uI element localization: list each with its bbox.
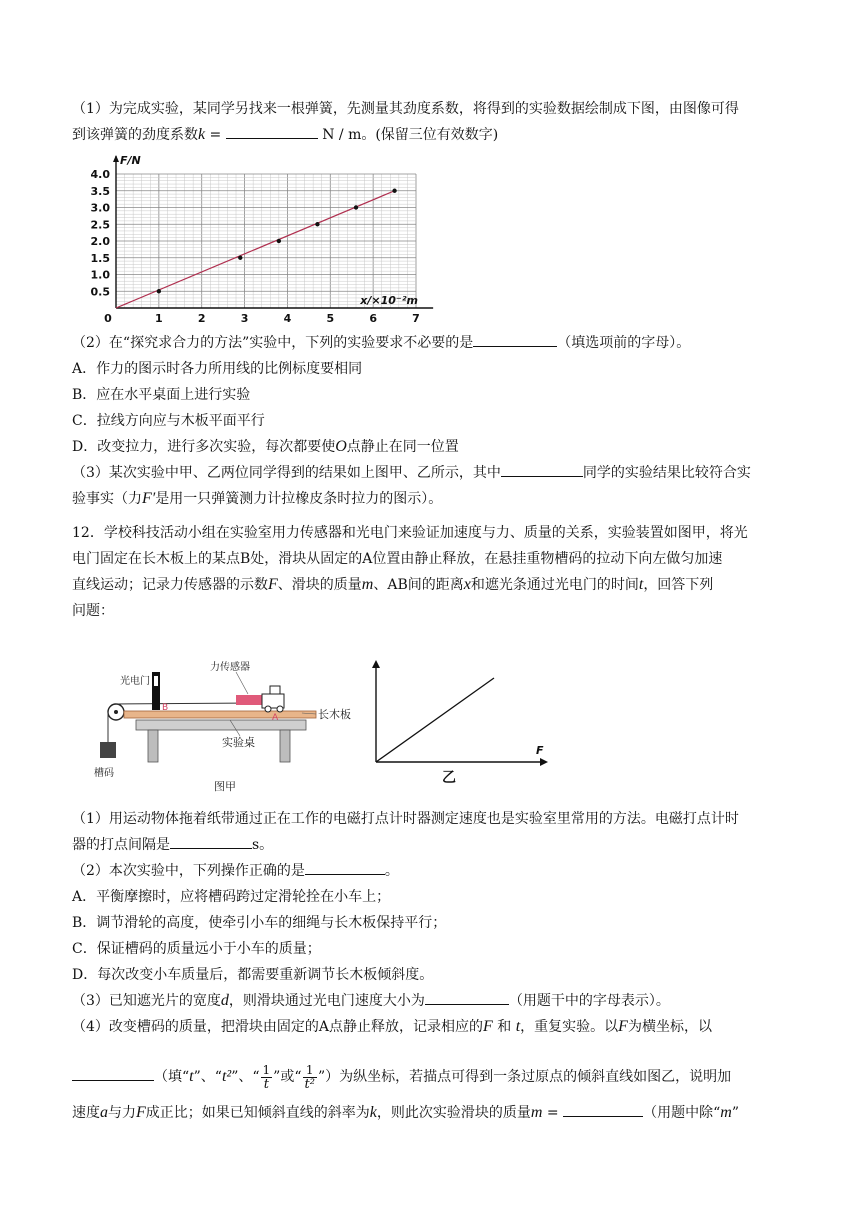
x-tick-label: 0 <box>104 312 112 325</box>
fraction-one-over-t: $\frac{1}{t}$ <box>262 1062 271 1092</box>
q11-part1 <box>72 96 794 148</box>
q12-parts: （1）用运动物体拖着纸带通过正在工作的电磁打点计时器测定速度也是实验室里常用的方法。电磁打点计时 器的打点间隔是 s。 （2）本次实验中，下列操作正确的是 。 A．平衡摩擦时，应将槽码跨过定滑轮拴在小车上； B．调节滑轮的高度，使牵引小车的细绳与长木板保持平行； C．保证槽码的质量远小于小车的质量； D．每次改变小车质量后，都需要重新调节长木板倾斜度。 （3）已知遮光片的宽度d，则滑块通过光电门速度大小为 （用题干中的字母表示）。 （4）改变槽码的质量，把滑块由固定的A点静止释放，记录相应的F 和 t，重复实验。以F为横坐标，以 <box>72 806 794 1040</box>
q11-p1-line1: （1）为完成实验，某同学另找来一根弹簧，先测量其劲度系数，将得到的实验数据绘制成下图，由图像可得 <box>72 101 739 117</box>
label-point-b: B <box>162 703 169 713</box>
q12-option-d: D．每次改变小车质量后，都需要重新调节长木板倾斜度。 <box>72 967 434 983</box>
label-photogate: 光电门 <box>120 676 150 687</box>
q12-option-a: A．平衡摩擦时，应将槽码跨过定滑轮拴在小车上； <box>72 889 391 905</box>
x-tick-label: 6 <box>369 312 377 325</box>
q12-option-b: B．调节滑轮的高度，使牵引小车的细绳与长木板保持平行； <box>72 915 447 931</box>
y-tick-label: 1.0 <box>90 268 110 282</box>
x-tick-label: 3 <box>240 312 249 325</box>
q11-p1-line2: 到该弹簧的劲度系数k = N / m。(保留三位有效数字) <box>72 122 794 148</box>
chart-marks <box>116 189 397 308</box>
table-top <box>136 720 306 730</box>
unit-label: N / m <box>317 127 362 143</box>
apparatus-figure <box>90 650 370 800</box>
answer-blank-q12-2[interactable] <box>305 858 385 875</box>
q12-intro: 12．学校科技活动小组在实验室用力传感器和光电门来验证加速度与力、质量的关系，实验装置如图甲，将光 电门固定在长木板上的某点B处，滑块从固定的A位置由静止释放，在悬挂重物槽码的拉动下向左做匀加速 直线运动；记录力传感器的示数F、滑块的质量m、AB间的距离x和遮光条通过光电门的时间t，回答下列 问题： <box>72 525 748 619</box>
q11-option-a: A．作力的图示时各力所用线的比例标度要相同 <box>72 361 363 377</box>
figure-caption-yi: 乙 <box>442 770 456 786</box>
data-point <box>277 239 281 243</box>
y-tick-label: 4.0 <box>90 168 110 181</box>
answer-blank-q11-3[interactable] <box>501 460 583 477</box>
var-k: k <box>198 126 206 143</box>
label-point-a: A <box>272 713 279 723</box>
y-axis-label: F/N <box>120 154 141 167</box>
q11-part3-line1: （3）某次实验中甲、乙两位同学得到的结果如上图甲、乙所示，其中 同学的实验结果比较符合实 <box>72 460 794 486</box>
x-tick-label: 7 <box>412 312 420 325</box>
figure-caption-jia: 图甲 <box>214 780 236 793</box>
x-axis-label: x/×10⁻²m <box>360 294 419 307</box>
q12-part4-line3: 速度a与力F成正比；如果已知倾斜直线的斜率为k，则此次实验滑块的质量m = （用题中除“m” <box>72 1100 794 1126</box>
answer-blank-q12-mass[interactable] <box>563 1100 643 1117</box>
data-point <box>238 256 242 260</box>
answer-blank-q11-2[interactable] <box>473 330 557 347</box>
data-point <box>157 289 161 293</box>
label-desk: 实验桌 <box>222 736 255 749</box>
label-weight: 槽码 <box>94 768 114 779</box>
force-sensor <box>236 695 262 705</box>
data-point <box>354 205 358 209</box>
axis-label-f: F <box>536 744 544 757</box>
data-point <box>315 222 319 226</box>
x-tick-label: 2 <box>197 312 206 325</box>
x-tick-label: 5 <box>326 312 335 325</box>
q11-option-c: C．拉线方向应与木板平面平行 <box>72 413 265 429</box>
q12-option-c: C．保证槽码的质量远小于小车的质量； <box>72 941 321 957</box>
q11-p2-text: （2）在“探究求合力的方法”实验中，下列的实验要求不必要的是 <box>72 335 474 351</box>
q12-part4-line2: （填“t”、“t²”、“ $\frac{1}{t}$ ”或“ $\frac{1}{\text{t²}}$ ”）为纵坐标，若描点可得到一条过原点的倾斜直线如图乙，说明加 <box>72 1056 794 1098</box>
chart-grid <box>116 174 419 308</box>
q11-option-b: B．应在水平桌面上进行实验 <box>72 387 251 403</box>
answer-blank-q12-4[interactable] <box>72 1064 154 1081</box>
y-tick-label: 2.0 <box>90 235 110 248</box>
long-board <box>124 711 316 718</box>
label-force-sensor: 力传感器 <box>210 662 250 673</box>
answer-blank-k[interactable] <box>226 122 318 139</box>
q11-part2: （2）在“探究求合力的方法”实验中，下列的实验要求不必要的是 （填选项前的字母）。 A．作力的图示时各力所用线的比例标度要相同 B．应在水平桌面上进行实验 C．拉线方向应与木板平面平行 D．改变拉力，进行多次实验，每次都要使O点静止在同一位置 （3）某次实验中甲、乙两位同学得到的结果如上图甲、乙所示，其中 同学的实验结果比较符合实 验事实（力F′是用一只弹簧测力计拉橡皮条时拉力的图示）。 <box>72 330 794 512</box>
y-tick-label: 0.5 <box>90 285 110 299</box>
y-tick-label: 3.5 <box>90 184 110 198</box>
y-tick-label: 1.5 <box>90 251 110 265</box>
label-long-board: 长木板 <box>318 708 351 721</box>
graph-yi <box>360 658 560 788</box>
y-tick-label: 2.5 <box>90 218 110 232</box>
answer-blank-q12-1[interactable] <box>170 832 252 849</box>
x-tick-label: 4 <box>283 312 292 325</box>
data-point <box>392 189 396 193</box>
q11-option-d: D．改变拉力，进行多次实验，每次都要使O点静止在同一位置 <box>72 438 459 455</box>
proportional-line <box>376 678 494 762</box>
hanging-weight <box>100 742 116 758</box>
x-tick-label: 1 <box>155 312 163 325</box>
y-tick-label: 3.0 <box>90 201 110 215</box>
y-axis-arrow <box>113 155 119 162</box>
spring-force-chart <box>80 152 510 332</box>
fraction-one-over-t2: $\frac{1}{\text{t²}}$ <box>304 1062 315 1092</box>
answer-blank-q12-3[interactable] <box>425 988 509 1005</box>
q11-part3-line2: 验事实（力F′是用一只弹簧测力计拉橡皮条时拉力的图示）。 <box>72 490 443 507</box>
